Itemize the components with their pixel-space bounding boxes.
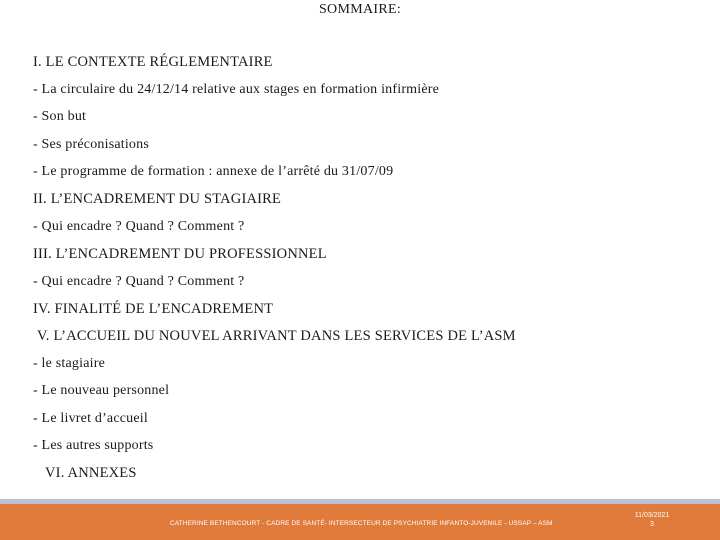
page-title: SOMMAIRE: <box>318 2 402 17</box>
section-heading-3: III. L’ENCADREMENT DU PROFESSIONNEL <box>33 246 327 262</box>
section-heading-6: VI. ANNEXES <box>45 465 137 481</box>
list-item: - Le programme de formation : annexe de l’arrêté du 31/07/09 <box>33 164 394 179</box>
list-item: - Qui encadre ? Quand ? Comment ? <box>33 219 245 234</box>
list-item: - le stagiaire <box>33 356 105 371</box>
list-item: - Le livret d’accueil <box>33 411 148 426</box>
page-number: 3 <box>650 521 654 528</box>
list-item: - Qui encadre ? Quand ? Comment ? <box>33 274 245 289</box>
footer-bar <box>0 504 720 540</box>
section-heading-1: I. LE CONTEXTE RÉGLEMENTAIRE <box>33 54 273 70</box>
footer-date: 11/03/2021 <box>634 512 670 519</box>
list-item: - Son but <box>33 109 87 124</box>
section-heading-5: V. L’ACCUEIL DU NOUVEL ARRIVANT DANS LES SERVICES DE L’ASM <box>37 328 516 344</box>
list-item: - Les autres supports <box>33 438 154 453</box>
section-heading-4: IV. FINALITÉ DE L’ENCADREMENT <box>33 301 274 317</box>
list-item: - Ses préconisations <box>33 137 149 152</box>
list-item: - Le nouveau personnel <box>33 383 170 398</box>
section-heading-2: II. L’ENCADREMENT DU STAGIAIRE <box>33 191 282 207</box>
footer-author: CATHERINE BETHENCOURT - CADRE DE SANTÉ- INTERSECTEUR DE PSYCHIATRIE INFANTO-JUVENILE - USSAP – ASM <box>170 520 553 527</box>
list-item: - La circulaire du 24/12/14 relative aux stages en formation infirmière <box>33 82 440 97</box>
footer-date-block <box>619 511 685 529</box>
